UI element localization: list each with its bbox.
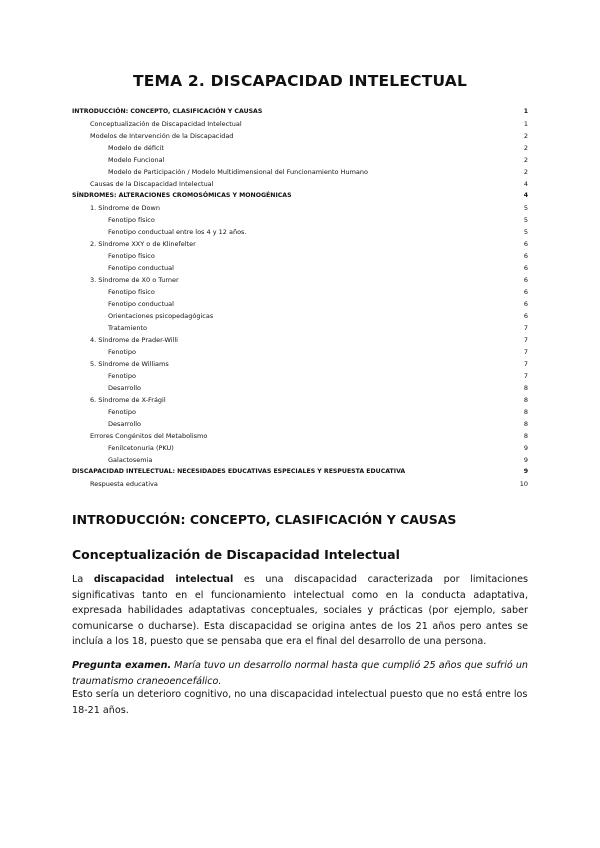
bold-term: discapacidad intelectual [93,574,234,585]
toc-entry[interactable] [72,154,528,166]
toc-entry[interactable] [72,346,528,358]
toc-entry-page: 5 [523,228,528,236]
toc-entry-label: Galactosemia [108,456,153,464]
toc-entry-page: 10 [519,480,528,488]
toc-entry[interactable] [72,166,528,178]
toc-entry[interactable] [72,262,528,274]
section-heading: INTRODUCCIÓN: CONCEPTO, CLASIFICACIÓN Y CAUSAS [72,512,457,527]
document-title: TEMA 2. DISCAPACIDAD INTELECTUAL [132,72,468,90]
toc-entry-label: Respuesta educativa [90,480,158,488]
toc-entry[interactable] [72,406,528,418]
toc-entry[interactable] [72,190,528,202]
toc-entry-page: 2 [523,132,528,140]
toc-entry-label: Fenotipo [108,348,136,356]
toc-entry[interactable] [72,466,528,478]
exam-question-text: María tuvo un desarrollo normal hasta que cumplió 25 años que sufrió un traumatismo craneoencefálico. [72,660,528,687]
toc-entry[interactable] [72,142,528,154]
toc-entry-page: 5 [523,216,528,224]
toc-entry-page: 6 [523,312,528,320]
toc-entry-label: 4. Síndrome de Prader-Willi [90,336,178,344]
toc-entry-page: 9 [523,444,528,452]
toc-entry-label: Fenotipo físico [108,216,155,224]
toc-entry-label: Fenotipo [108,372,136,380]
exam-question-label: Pregunta examen. [72,660,172,671]
toc-entry[interactable] [72,454,528,466]
toc-entry-page: 8 [523,384,528,392]
toc-entry-label: Tratamiento [108,324,147,332]
definition-paragraph [72,572,528,650]
toc-entry[interactable] [72,238,528,250]
toc-entry[interactable] [72,286,528,298]
toc-entry[interactable] [72,178,528,190]
toc-entry-label: Modelo de déficit [108,144,164,152]
toc-entry-label: Fenotipo conductual [108,300,174,308]
toc-entry-page: 6 [523,300,528,308]
toc-entry[interactable] [72,418,528,430]
toc-entry[interactable] [72,202,528,214]
subsection-heading: Conceptualización de Discapacidad Intelectual [72,547,400,562]
toc-entry-page: 9 [523,468,528,475]
exam-answer: Esto sería un deterioro cognitivo, no una discapacidad intelectual puesto que no está entre los 18-21 años. [72,689,528,716]
toc-entry[interactable] [72,478,528,490]
toc-entry-label: Desarrollo [108,384,142,392]
paragraph-lead: La [72,574,94,585]
toc-entry[interactable] [72,118,528,130]
toc-entry-page: 9 [523,456,528,464]
toc-entry-page: 6 [523,288,528,296]
toc-entry-page: 2 [523,168,528,176]
toc-entry-page: 6 [523,240,528,248]
toc-entry[interactable] [72,358,528,370]
toc-entry-label: INTRODUCCIÓN: CONCEPTO, CLASIFICACIÓN Y CAUSAS [72,108,263,115]
toc-entry[interactable] [72,394,528,406]
toc-entry[interactable] [72,322,528,334]
toc-entry-label: Orientaciones psicopedagógicas [108,312,214,320]
paragraph-rest: es una discapacidad caracterizada por limitaciones significativas tanto en el funcionamiento intelectual como en la conducta adaptativa, expresada habilidades adaptativas conceptuales, sociales y prácticas (por ejemplo, saber comunicarse o ducharse). Esta discapacidad se origina antes de los 21 años pero antes se incluía a los 18, puesto que se pensaba que era el final del desarrollo de una persona. [72,574,528,647]
toc-entry-page: 6 [523,264,528,272]
toc-entry-page: 5 [523,204,528,212]
toc-entry-label: 6. Síndrome de X-Frágil [90,396,166,404]
toc-entry-label: Causas de la Discapacidad Intelectual [90,180,214,188]
toc-entry-label: Fenilcetonuria (PKU) [108,444,174,452]
toc-entry-label: DISCAPACIDAD INTELECTUAL: NECESIDADES EDUCATIVAS ESPECIALES Y RESPUESTA EDUCATIVA [72,468,406,475]
toc-entry[interactable] [72,430,528,442]
toc-entry[interactable] [72,382,528,394]
toc-entry[interactable] [72,214,528,226]
toc-entry-page: 7 [523,336,528,344]
toc-entry-label: Fenotipo físico [108,252,155,260]
toc-entry-page: 6 [523,252,528,260]
toc-entry-page: 7 [523,348,528,356]
toc-entry-label: SÍNDROMES: ALTERACIONES CROMOSÓMICAS Y MONOGÉNICAS [72,192,292,199]
toc-entry-label: Modelo de Participación / Modelo Multidimensional del Funcionamiento Humano [108,168,368,176]
toc-entry-label: Errores Congénitos del Metabolismo [90,432,208,440]
toc-entry-label: Conceptualización de Discapacidad Intelectual [90,120,242,128]
toc-entry-page: 8 [523,408,528,416]
exam-question [72,658,528,689]
toc-entry[interactable] [72,130,528,142]
toc-entry-label: 3. Síndrome de X0 o Turner [90,276,179,284]
toc-entry-label: 5. Síndrome de Williams [90,360,169,368]
table-of-contents [72,106,528,490]
toc-entry-label: Modelo Funcional [108,156,165,164]
toc-entry-page: 4 [523,180,528,188]
toc-entry[interactable] [72,442,528,454]
toc-entry-label: Desarrollo [108,420,142,428]
toc-entry[interactable] [72,274,528,286]
toc-entry-label: Fenotipo conductual [108,264,174,272]
toc-entry-page: 8 [523,432,528,440]
toc-entry-label: 1. Síndrome de Down [90,204,160,212]
toc-entry-page: 7 [523,324,528,332]
toc-entry-page: 4 [523,192,528,199]
toc-entry-page: 1 [523,120,528,128]
toc-entry-page: 1 [523,108,528,115]
toc-entry-page: 2 [523,144,528,152]
toc-entry[interactable] [72,106,528,118]
toc-entry[interactable] [72,370,528,382]
toc-entry-page: 7 [523,372,528,380]
toc-entry-page: 8 [523,396,528,404]
toc-entry[interactable] [72,250,528,262]
toc-entry[interactable] [72,226,528,238]
toc-entry-page: 7 [523,360,528,368]
toc-entry-label: Fenotipo conductual entre los 4 y 12 años. [108,228,247,236]
toc-entry-label: Fenotipo [108,408,136,416]
toc-entry-label: 2. Síndrome XXY o de Klinefelter [90,240,196,248]
toc-entry[interactable] [72,310,528,322]
toc-entry-label: Modelos de Intervención de la Discapacidad [90,132,234,140]
toc-entry[interactable] [72,298,528,310]
toc-entry-label: Fenotipo físico [108,288,155,296]
toc-entry[interactable] [72,334,528,346]
toc-entry-page: 8 [523,420,528,428]
toc-entry-page: 2 [523,156,528,164]
toc-entry-page: 6 [523,276,528,284]
